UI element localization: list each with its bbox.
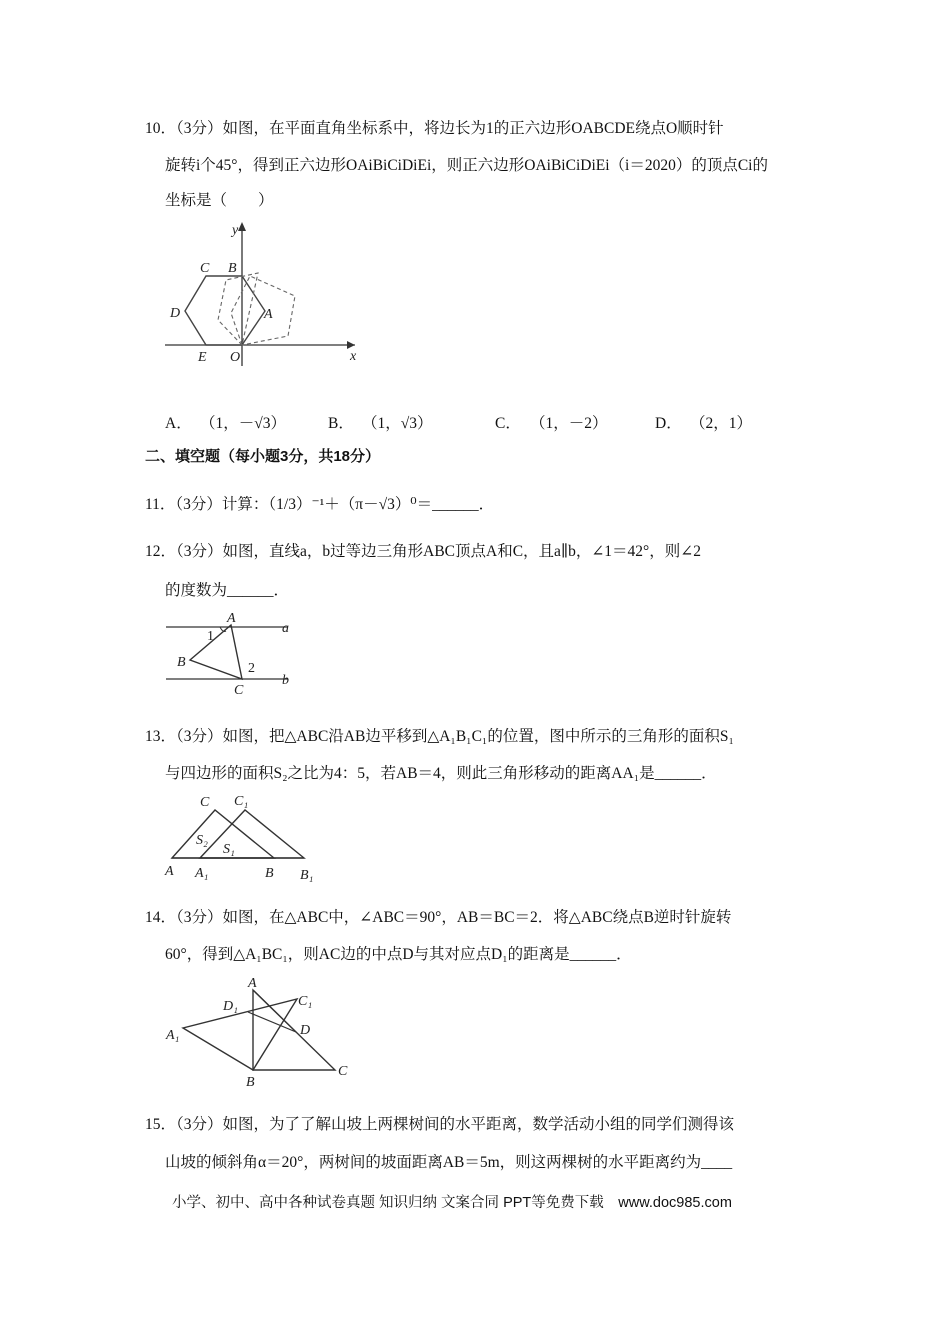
q11-line1: 11．（3分）计算：（1/3）⁻¹＋（π－√3）⁰＝______．	[145, 496, 495, 513]
q10-option-d-letter: D．	[655, 415, 682, 432]
page-footer: 小学、初中、高中各种试卷真题 知识归纳 文案合同 PPT等免费下载 www.doc985.com	[172, 1195, 732, 1211]
q10-option-c-letter: C．	[495, 415, 521, 432]
q10-label-E: E	[198, 350, 207, 365]
section-2-title: 二、填空题（每小题3分，共18分）	[145, 448, 381, 465]
q12-label-2: 2	[248, 661, 255, 676]
q10-label-C: C	[200, 261, 210, 276]
q14-label-D: D	[300, 1023, 311, 1038]
q14-label-A1: A₁	[166, 1028, 180, 1043]
q15-line1: 15．（3分）如图，为了了解山坡上两棵树间的水平距离，数学活动小组的同学们测得该	[145, 1116, 735, 1133]
q10-line2: 旋转i个45°，得到正六边形OAiBiCiDiEi，则正六边形OAiBiCiDiEi（i＝2020）的顶点Ci的	[165, 157, 768, 174]
q14-label-A: A	[248, 976, 257, 991]
q13-label-C1: C₁	[234, 794, 249, 809]
q12-label-A: A	[227, 611, 236, 626]
q12-label-B: B	[177, 655, 186, 670]
q12-line2: 的度数为______．	[165, 582, 290, 599]
q10-option-a-text: （1，－√3）	[200, 415, 287, 432]
q12-label-b: b	[282, 673, 289, 688]
q14-label-D1: D₁	[223, 999, 238, 1014]
q13-label-B: B	[265, 866, 274, 881]
q13-label-B1: B₁	[300, 868, 314, 883]
q10-label-A: A	[264, 307, 273, 322]
q10-line1: 10．（3分）如图，在平面直角坐标系中，将边长为1的正六边形OABCDE绕点O顺时针	[145, 120, 724, 137]
q10-line3: 坐标是（ ）	[165, 192, 274, 209]
q10-label-x: x	[350, 349, 357, 364]
q12-label-a: a	[282, 621, 289, 636]
q13-label-S2: S₂	[196, 833, 208, 848]
q13-label-A: A	[165, 864, 174, 879]
q14-label-C: C	[338, 1064, 348, 1079]
q13-line1: 13．（3分）如图，把△ABC沿AB边平移到△A₁B₁C₁的位置，图中所示的三角形的面积S₁	[145, 728, 734, 745]
q13-line2: 与四边形的面积S₂之比为4：5，若AB＝4，则此三角形移动的距离AA₁是______．	[165, 765, 717, 782]
q13-label-A1: A₁	[195, 866, 209, 881]
q10-option-b-letter: B．	[328, 415, 354, 432]
q14-line1: 14．（3分）如图，在△ABC中，∠ABC＝90°，AB＝BC＝2．将△ABC绕点B逆时针旋转	[145, 909, 732, 926]
q10-label-B: B	[228, 261, 237, 276]
q14-figure	[160, 972, 360, 1092]
q10-figure	[160, 218, 370, 370]
q13-figure	[160, 790, 325, 888]
q10-option-c-text: （1，－2）	[530, 415, 608, 432]
q12-line1: 12．（3分）如图，直线a，b过等边三角形ABC顶点A和C，且a∥b，∠1＝42°，则∠2	[145, 543, 701, 560]
q10-option-b-text: （1，√3）	[362, 415, 433, 432]
q14-line2: 60°，得到△A₁BC₁，则AC边的中点D与其对应点D₁的距离是______．	[165, 946, 632, 963]
q13-label-C: C	[200, 795, 210, 810]
q13-label-S1: S₁	[223, 842, 235, 857]
q15-line2: 山坡的倾斜角α＝20°，两树间的坡面距离AB＝5m，则这两棵树的水平距离约为____	[165, 1154, 733, 1171]
q10-label-O: O	[230, 350, 241, 365]
q10-option-d-text: （2，1）	[690, 415, 753, 432]
q12-label-C: C	[234, 683, 244, 698]
q10-label-y: y	[232, 223, 239, 238]
q10-option-a-letter: A．	[165, 415, 192, 432]
q10-label-D: D	[170, 306, 181, 321]
q12-label-1: 1	[207, 629, 214, 644]
q14-label-C1: C₁	[298, 994, 313, 1009]
q14-label-B: B	[246, 1075, 255, 1090]
q12-figure	[160, 608, 310, 700]
